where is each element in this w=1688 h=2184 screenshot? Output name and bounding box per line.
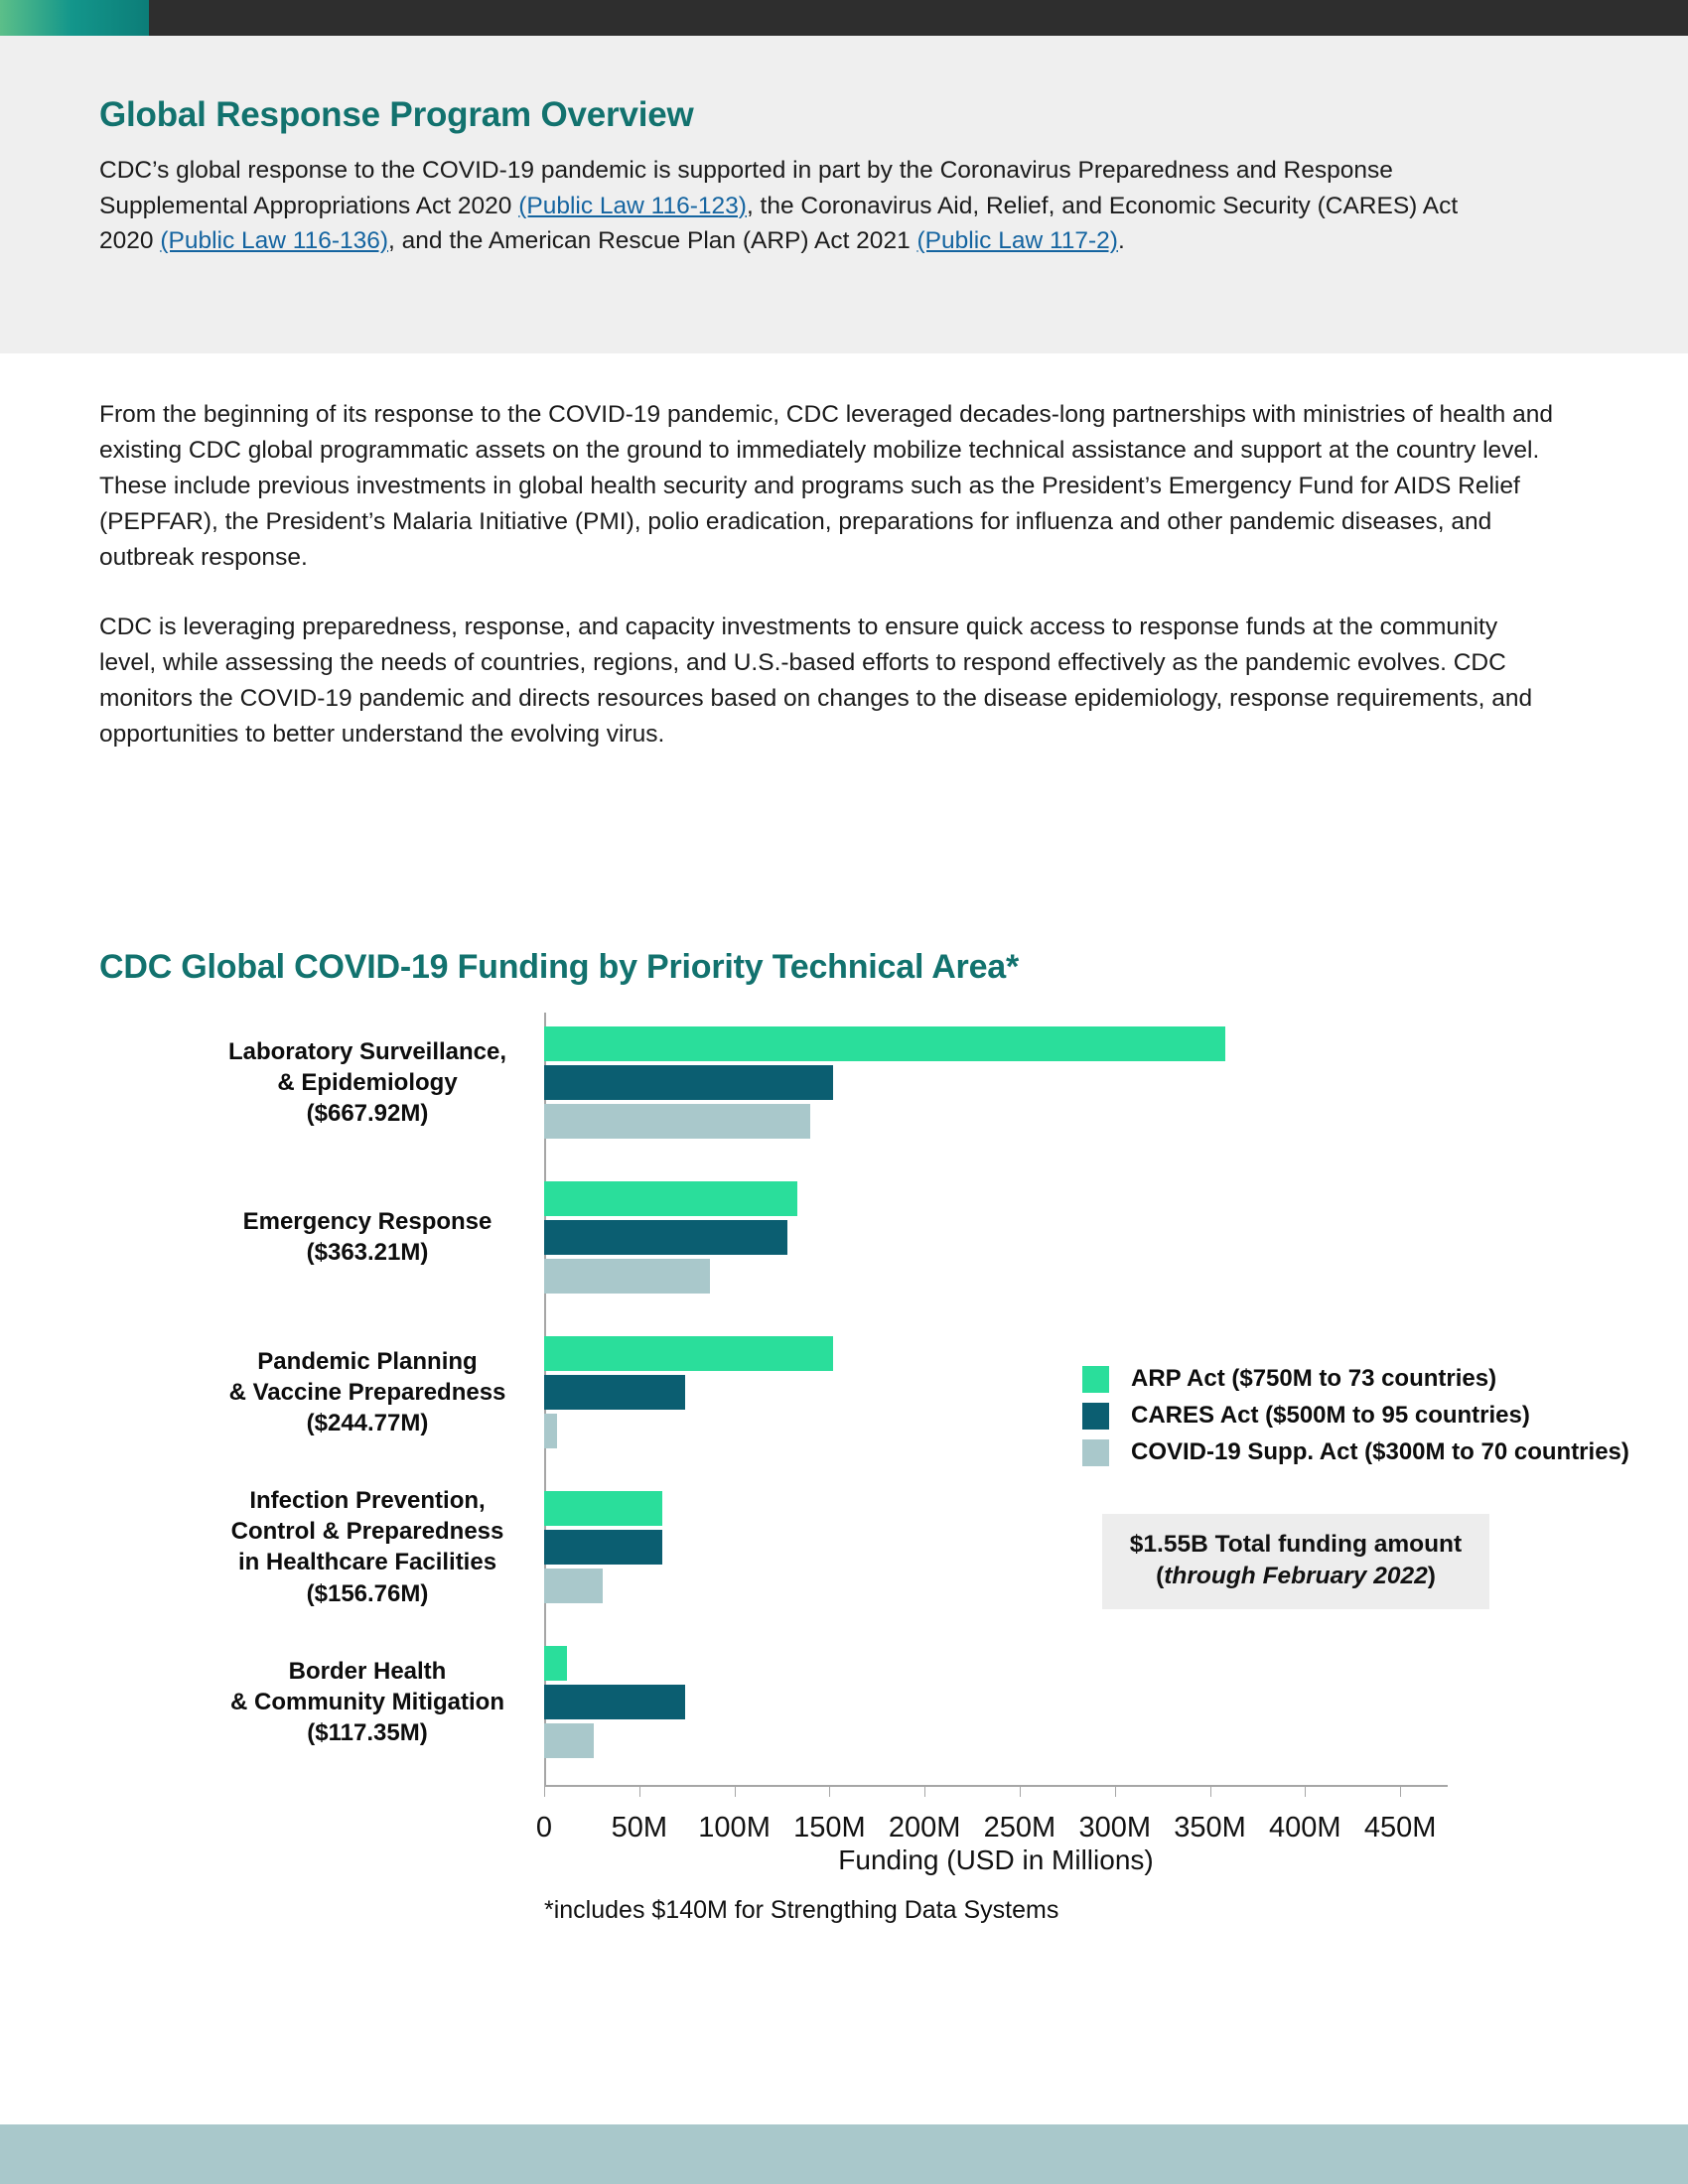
x-tick-mark [924,1787,925,1797]
total-funding-callout [1102,1514,1489,1609]
x-tick-mark [639,1787,640,1797]
chart-category-label-line: ($667.92M) [306,1099,429,1127]
x-axis-title: Funding (USD in Millions) [838,1844,1154,1875]
legend-swatch-cares-icon [1082,1403,1109,1430]
body-paragraph-1: From the beginning of its response to the COVID-19 pandemic, CDC leveraged decades-long partnerships with ministries of health and existing CDC global programmatic assets on the ground to immediately mobilize technical assistance and support at the country level. These include previous investments in global health security and programs such as the President’s Emergency Fund for AIDS Relief (PEPFAR), the President’s Malaria Initiative (PMI), polio eradication, preparations for influenza and other pandemic diseases, and outbreak response. [99,401,1553,571]
chart-bar [544,1375,685,1410]
chart-category-label-line: Infection Prevention, [249,1487,486,1514]
x-tick-mark [1020,1787,1021,1797]
chart-block [99,948,1629,1924]
x-tick-label: 150M [793,1812,866,1843]
paren-close: ) [1427,1563,1436,1589]
legend-label-supp: COVID-19 Supp. Act ($300M to 70 countries) [1131,1438,1629,1465]
chart-bar-group [544,1646,1448,1758]
intro-inner [99,95,1479,259]
chart-category-label [199,1656,536,1749]
chart-category-label-line: ($156.76M) [306,1579,429,1607]
body-paragraph-2: CDC is leveraging preparedness, response, and capacity investments to ensure quick access to response funds at the community level, while assessing the needs of countries, regions, and U.S.-based efforts to respond effectively as the pandemic evolves. CDC monitors the COVID-19 pandemic and directs resources based on changes to the disease epidemiology, response requirements, and opportunities to better understand the evolving virus. [99,614,1533,748]
intro-panel [0,36,1688,353]
chart-category-label [199,1036,536,1130]
intro-text-seg2: , the Coronavirus Aid, Relief, and Economic Security (CARES) Act 2020 [99,192,1459,255]
chart-bar [544,1065,833,1100]
x-tick-label: 400M [1269,1812,1341,1843]
chart-bar [544,1181,797,1216]
chart-category-label-line: & Vaccine Preparedness [228,1378,506,1406]
chart-footnote: *includes $140M for Strengthing Data Systems [544,1896,1059,1924]
chart-bar [544,1259,710,1294]
chart-bar [544,1336,833,1371]
x-tick-mark [735,1787,736,1797]
top-dark-bar [0,0,1688,36]
body-content [99,397,1559,786]
x-tick-mark [1115,1787,1116,1797]
top-green-accent-bar [0,0,149,36]
chart-bar [544,1026,1225,1061]
footer-band [0,2124,1688,2184]
legend-label-arp: ARP Act ($750M to 73 countries) [1131,1365,1497,1392]
x-tick-label: 200M [888,1812,961,1843]
x-tick-label: 250M [983,1812,1056,1843]
x-tick-label: 50M [611,1812,667,1843]
x-tick-mark [829,1787,830,1797]
legend-swatch-supp-icon [1082,1439,1109,1466]
chart-legend [1082,1365,1629,1475]
total-funding-period-text: through February 2022 [1164,1563,1428,1589]
chart-category-label-line: & Epidemiology [277,1068,458,1096]
chart-area [99,1013,1629,1924]
x-tick-label: 0 [535,1812,553,1843]
chart-bar-group [544,1026,1448,1139]
legend-swatch-arp-icon [1082,1366,1109,1393]
x-axis-line [544,1785,1448,1787]
chart-bar [544,1646,567,1681]
chart-bar [544,1414,557,1448]
chart-category-label-line: Laboratory Surveillance, [227,1037,507,1065]
chart-category-label [199,1485,536,1609]
chart-bar [544,1220,787,1255]
x-tick-mark [1305,1787,1306,1797]
chart-category-label-line: ($117.35M) [307,1718,428,1746]
chart-category-label-line: in Healthcare Facilities [237,1549,497,1576]
chart-category-label-line: Control & Preparedness [230,1518,504,1546]
total-funding-period [1112,1563,1479,1590]
x-tick-label: 300M [1078,1812,1152,1843]
total-funding-amount: $1.55B Total funding amount [1129,1531,1463,1558]
intro-paragraph [99,153,1479,259]
chart-title: CDC Global COVID-19 Funding by Priority Technical Area* [99,948,1020,986]
chart-category-label-line: ($363.21M) [306,1239,429,1267]
legend-item-supp[interactable] [1082,1438,1629,1466]
x-tick-label: 100M [698,1812,771,1843]
chart-category-label [199,1206,536,1268]
intro-text-seg1: CDC’s global response to the COVID-19 pandemic is supported in part by the Coronavirus Preparedness and Response Supplemental Appropriations Act 2020 [99,157,1393,219]
paren-open: ( [1156,1563,1165,1589]
legend-label-cares: CARES Act ($500M to 95 countries) [1131,1402,1530,1429]
chart-bar [544,1685,685,1719]
chart-category-label-line: ($244.77M) [306,1409,429,1436]
x-tick-label: 350M [1174,1812,1246,1843]
chart-category-label-line: Pandemic Planning [257,1347,478,1375]
x-tick-label: 450M [1363,1812,1437,1843]
x-tick-mark [1210,1787,1211,1797]
chart-category-label [199,1346,536,1439]
chart-bar [544,1569,603,1603]
intro-text-seg4: . [1117,227,1125,255]
x-tick-mark [1400,1787,1401,1797]
chart-bar [544,1104,810,1139]
chart-category-label-line: Border Health [288,1657,447,1685]
public-law-116-123-link[interactable]: (Public Law 116-123) [518,192,747,219]
x-tick-mark [544,1787,545,1797]
public-law-117-2-link[interactable]: (Public Law 117-2) [916,227,1118,255]
intro-text-seg3: , and the American Rescue Plan (ARP) Act 2021 [388,227,917,255]
chart-bar [544,1530,662,1565]
chart-category-label-line: Emergency Response [242,1208,492,1235]
public-law-116-136-link[interactable]: (Public Law 116-136) [160,227,389,255]
legend-item-cares[interactable] [1082,1402,1549,1430]
chart-bar-group [544,1181,1448,1294]
page-title: Global Response Program Overview [99,95,694,134]
legend-item-arp[interactable] [1082,1365,1549,1393]
chart-bar [544,1723,594,1758]
chart-bar [544,1491,662,1526]
chart-category-label-line: & Community Mitigation [230,1688,504,1715]
